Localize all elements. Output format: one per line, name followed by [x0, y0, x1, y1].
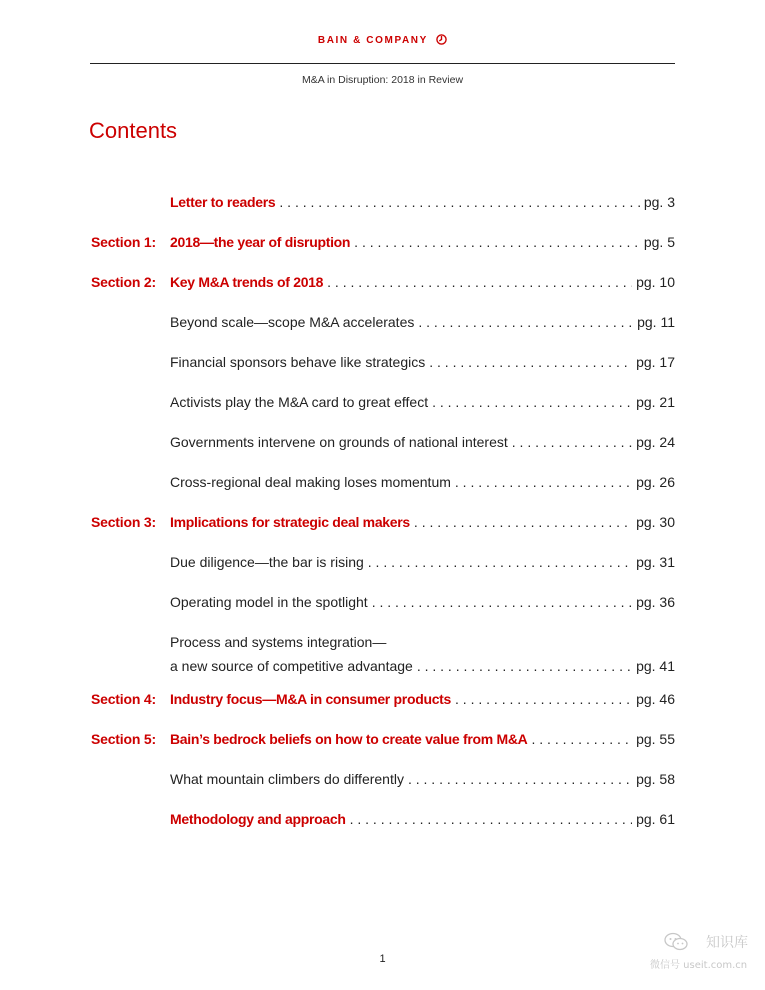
toc-entry-line	[170, 310, 675, 334]
toc-entry-title: a new source of competitive advantage	[170, 658, 413, 674]
dot-leader	[408, 767, 632, 791]
toc-page-ref: pg. 61	[636, 811, 675, 827]
toc-page-ref: pg. 10	[636, 274, 675, 290]
toc-entry-title: Governments intervene on grounds of national interest	[170, 434, 508, 450]
watermark	[650, 930, 760, 980]
watermark-name: 知识库	[706, 935, 748, 951]
toc-entry-title: Cross-regional deal making loses momentum	[170, 474, 451, 490]
toc-page-ref: pg. 24	[636, 434, 675, 450]
dot-leader	[531, 727, 632, 751]
toc-entry-title: What mountain climbers do differently	[170, 771, 404, 787]
toc-section-label: Section 4:	[91, 691, 156, 707]
toc-entry[interactable]	[90, 190, 675, 214]
toc-entry-line	[170, 767, 675, 791]
toc-entry[interactable]	[90, 350, 675, 374]
table-of-contents	[90, 190, 675, 847]
toc-section-label: Section 2:	[91, 274, 156, 290]
toc-entry[interactable]	[90, 590, 675, 614]
toc-entry-title: Activists play the M&A card to great effect	[170, 394, 429, 410]
dot-leader	[354, 230, 640, 254]
toc-page-ref: pg. 17	[636, 354, 675, 370]
brand-header	[0, 34, 765, 46]
toc-entry-title: Key M&A trends of 2018	[170, 274, 324, 290]
toc-entry-line	[170, 590, 675, 614]
toc-entry-line	[170, 470, 675, 494]
toc-entry-title: Due diligence—the bar is rising	[170, 554, 364, 570]
toc-entry-title: Methodology and approach	[170, 811, 346, 827]
dot-leader	[279, 190, 639, 214]
toc-entry[interactable]	[90, 687, 675, 711]
toc-section-label: Section 3:	[91, 514, 156, 530]
page-number: 1	[379, 953, 386, 965]
toc-entry-line	[170, 550, 675, 574]
toc-section-label: Section 5:	[91, 731, 156, 747]
toc-entry-line	[170, 430, 675, 454]
toc-entry[interactable]	[90, 310, 675, 334]
toc-entry-line	[170, 190, 675, 214]
toc-entry-title-line1: Process and systems integration—	[170, 634, 387, 650]
wechat-icon	[664, 932, 688, 952]
toc-entry-title: Implications for strategic deal makers	[170, 514, 410, 530]
contents-heading: Contents	[89, 118, 178, 143]
brand-name: BAIN & COMPANY	[317, 35, 428, 46]
dot-leader	[429, 350, 632, 374]
toc-entry-line	[170, 230, 675, 254]
toc-entry[interactable]	[90, 807, 675, 831]
dot-leader	[455, 470, 632, 494]
toc-page-ref: pg. 46	[636, 691, 675, 707]
dot-leader	[372, 590, 632, 614]
toc-entry[interactable]	[90, 230, 675, 254]
toc-entry-line	[170, 390, 675, 414]
toc-entry-line	[170, 654, 675, 678]
bain-logo-icon	[436, 34, 447, 45]
toc-entry[interactable]	[90, 727, 675, 751]
toc-entry-title: 2018—the year of disruption	[170, 234, 351, 250]
toc-entry-title: Letter to readers	[170, 194, 276, 210]
toc-entry-line	[170, 807, 675, 831]
toc-page-ref: pg. 31	[636, 554, 675, 570]
toc-page-ref: pg. 58	[636, 771, 675, 787]
toc-page-ref: pg. 36	[636, 594, 675, 610]
toc-page-ref: pg. 5	[643, 234, 675, 250]
toc-entry-title: Bain’s bedrock beliefs on how to create value from M&A	[170, 731, 528, 747]
report-subtitle: M&A in Disruption: 2018 in Review	[301, 74, 464, 86]
toc-entry[interactable]	[90, 470, 675, 494]
toc-page-ref: pg. 55	[636, 731, 675, 747]
toc-entry-title: Financial sponsors behave like strategics	[170, 354, 426, 370]
dot-leader	[414, 510, 632, 534]
toc-entry[interactable]	[90, 510, 675, 534]
toc-entry[interactable]	[90, 270, 675, 294]
toc-entry[interactable]	[90, 630, 675, 678]
toc-entry-line	[170, 510, 675, 534]
toc-entry[interactable]	[90, 430, 675, 454]
header-divider	[90, 63, 675, 64]
toc-page-ref: pg. 11	[637, 314, 675, 330]
toc-entry-title: Industry focus—M&A in consumer products	[170, 691, 452, 707]
dot-leader	[512, 430, 632, 454]
toc-entry-title: Operating model in the spotlight	[170, 594, 368, 610]
toc-entry[interactable]	[90, 550, 675, 574]
dot-leader	[417, 654, 632, 678]
toc-entry-line	[170, 350, 675, 374]
toc-entry-title: Beyond scale—scope M&A accelerates	[170, 314, 415, 330]
watermark-id: 微信号 useit.com.cn	[650, 960, 748, 971]
toc-entry[interactable]	[90, 390, 675, 414]
dot-leader	[432, 390, 632, 414]
toc-section-label: Section 1:	[91, 234, 156, 250]
toc-page-ref: pg. 30	[636, 514, 675, 530]
toc-page-ref: pg. 21	[636, 394, 675, 410]
toc-entry-line	[170, 270, 675, 294]
toc-entry-line	[170, 727, 675, 751]
toc-page-ref: pg. 26	[636, 474, 675, 490]
dot-leader	[418, 310, 633, 334]
toc-entry[interactable]	[90, 767, 675, 791]
dot-leader	[368, 550, 632, 574]
dot-leader	[350, 807, 632, 831]
dot-leader	[327, 270, 632, 294]
toc-page-ref: pg. 3	[643, 194, 675, 210]
toc-entry-line	[170, 687, 675, 711]
toc-page-ref: pg. 41	[636, 658, 675, 674]
dot-leader	[455, 687, 632, 711]
